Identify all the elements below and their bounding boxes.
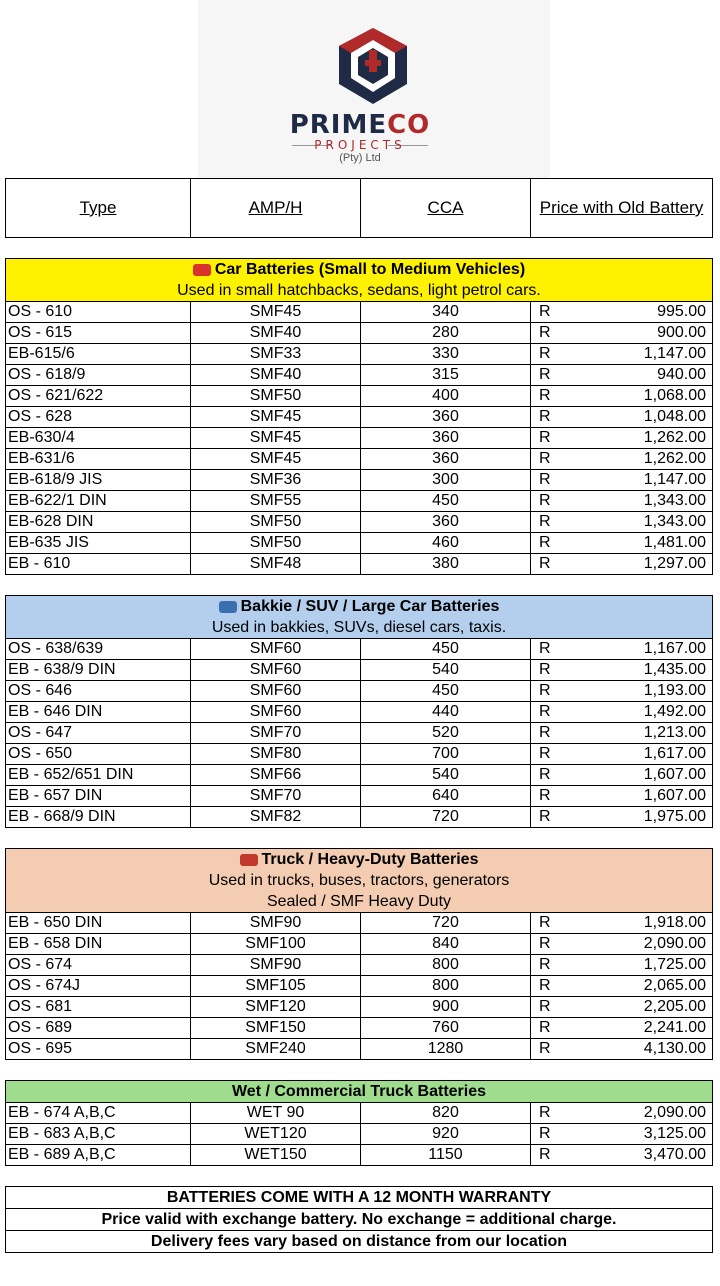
currency-symbol: R xyxy=(539,914,551,931)
cell-amp: SMF82 xyxy=(191,807,361,828)
cell-price xyxy=(531,365,713,386)
price-value: 1,193.00 xyxy=(643,682,706,699)
currency-symbol: R xyxy=(539,555,551,572)
cell-amp: SMF60 xyxy=(191,639,361,660)
cell-amp: SMF120 xyxy=(191,997,361,1018)
currency-symbol: R xyxy=(539,766,551,783)
spacer-cell xyxy=(6,575,713,596)
cell-price xyxy=(531,533,713,554)
cell-cca: 400 xyxy=(361,386,531,407)
section-subtitle: Used in trucks, buses, tractors, generators xyxy=(208,872,510,889)
brand-subtitle: PROJECTS xyxy=(314,138,406,152)
header-cca: CCA xyxy=(361,179,531,238)
cell-cca: 300 xyxy=(361,470,531,491)
table-row xyxy=(6,1039,713,1060)
cell-type: EB - 638/9 DIN xyxy=(6,660,191,681)
cell-type: EB-622/1 DIN xyxy=(6,491,191,512)
cell-cca: 330 xyxy=(361,344,531,365)
cell-cca: 280 xyxy=(361,323,531,344)
cell-amp: SMF80 xyxy=(191,744,361,765)
footer-note: Delivery fees vary based on distance from our location xyxy=(6,1231,713,1253)
cell-price xyxy=(531,323,713,344)
cell-price xyxy=(531,428,713,449)
cell-amp: SMF45 xyxy=(191,428,361,449)
cell-type: OS - 610 xyxy=(6,302,191,323)
price-value: 1,607.00 xyxy=(643,787,706,804)
cell-amp: SMF45 xyxy=(191,407,361,428)
spacer-row xyxy=(6,1166,713,1187)
cell-type: EB-635 JIS xyxy=(6,533,191,554)
cell-price xyxy=(531,744,713,765)
cell-price xyxy=(531,913,713,934)
cell-cca: 450 xyxy=(361,681,531,702)
price-value: 2,065.00 xyxy=(643,977,706,994)
cell-cca: 450 xyxy=(361,491,531,512)
cell-type: EB - 650 DIN xyxy=(6,913,191,934)
footer-row xyxy=(6,1187,713,1209)
cell-cca: 1150 xyxy=(361,1145,531,1166)
section-title-text: Car Batteries (Small to Medium Vehicles) xyxy=(214,261,526,278)
currency-symbol: R xyxy=(539,324,551,341)
section-subtitle: Used in bakkies, SUVs, diesel cars, taxis. xyxy=(211,619,507,636)
cell-cca: 450 xyxy=(361,639,531,660)
price-value: 1,617.00 xyxy=(643,745,706,762)
cell-cca: 900 xyxy=(361,997,531,1018)
currency-symbol: R xyxy=(539,808,551,825)
cell-amp: SMF60 xyxy=(191,702,361,723)
cell-cca: 720 xyxy=(361,913,531,934)
cell-amp: SMF60 xyxy=(191,660,361,681)
section-header xyxy=(6,849,713,913)
cell-type: OS - 615 xyxy=(6,323,191,344)
cell-amp: SMF50 xyxy=(191,386,361,407)
header-type: Type xyxy=(6,179,191,238)
price-value: 1,262.00 xyxy=(643,429,706,446)
cell-cca: 440 xyxy=(361,702,531,723)
price-value: 2,090.00 xyxy=(643,935,706,952)
price-value: 2,241.00 xyxy=(643,1019,706,1036)
cell-price xyxy=(531,934,713,955)
section-title-text: Bakkie / SUV / Large Car Batteries xyxy=(240,598,500,615)
table-row xyxy=(6,449,713,470)
section-title xyxy=(8,259,710,280)
cell-price xyxy=(531,639,713,660)
cell-cca: 700 xyxy=(361,744,531,765)
currency-symbol: R xyxy=(539,366,551,383)
cell-price xyxy=(531,976,713,997)
cell-cca: 360 xyxy=(361,512,531,533)
cell-amp: SMF48 xyxy=(191,554,361,575)
price-value: 1,262.00 xyxy=(643,450,706,467)
cell-type: EB-630/4 xyxy=(6,428,191,449)
cell-price xyxy=(531,765,713,786)
car-icon xyxy=(193,264,211,276)
cell-price xyxy=(531,702,713,723)
cell-type: OS - 618/9 xyxy=(6,365,191,386)
spacer-cell xyxy=(6,238,713,259)
table-row xyxy=(6,1124,713,1145)
cell-amp: SMF55 xyxy=(191,491,361,512)
cell-price xyxy=(531,491,713,512)
currency-symbol: R xyxy=(539,977,551,994)
spacer-cell xyxy=(6,1060,713,1081)
price-value: 3,470.00 xyxy=(643,1146,706,1163)
table-row xyxy=(6,807,713,828)
cell-type: EB - 610 xyxy=(6,554,191,575)
cell-amp: SMF100 xyxy=(191,934,361,955)
currency-symbol: R xyxy=(539,345,551,362)
price-table xyxy=(5,178,713,1253)
currency-symbol: R xyxy=(539,640,551,657)
cell-type: OS - 674 xyxy=(6,955,191,976)
currency-symbol: R xyxy=(539,998,551,1015)
cell-cca: 640 xyxy=(361,786,531,807)
price-value: 1,167.00 xyxy=(643,640,706,657)
cell-type: EB-631/6 xyxy=(6,449,191,470)
cell-price xyxy=(531,807,713,828)
table-row xyxy=(6,744,713,765)
cell-amp: SMF50 xyxy=(191,512,361,533)
table-row xyxy=(6,1018,713,1039)
currency-symbol: R xyxy=(539,1125,551,1142)
cell-amp: WET 90 xyxy=(191,1103,361,1124)
cell-cca: 360 xyxy=(361,449,531,470)
cell-amp: WET150 xyxy=(191,1145,361,1166)
table-row xyxy=(6,407,713,428)
price-value: 900.00 xyxy=(657,324,706,341)
cell-cca: 460 xyxy=(361,533,531,554)
header-price: Price with Old Battery xyxy=(531,179,713,238)
cell-amp: SMF90 xyxy=(191,955,361,976)
currency-symbol: R xyxy=(539,429,551,446)
brand-name: PRIMECO xyxy=(289,110,431,140)
cell-price xyxy=(531,302,713,323)
currency-symbol: R xyxy=(539,1019,551,1036)
table-row xyxy=(6,723,713,744)
price-value: 1,213.00 xyxy=(643,724,706,741)
price-value: 1,481.00 xyxy=(643,534,706,551)
cell-amp: SMF40 xyxy=(191,323,361,344)
cell-type: EB-615/6 xyxy=(6,344,191,365)
currency-symbol: R xyxy=(539,682,551,699)
cell-type: EB - 668/9 DIN xyxy=(6,807,191,828)
cell-type: OS - 621/622 xyxy=(6,386,191,407)
cell-amp: SMF105 xyxy=(191,976,361,997)
section-title-text: Wet / Commercial Truck Batteries xyxy=(231,1083,487,1100)
cell-type: EB - 652/651 DIN xyxy=(6,765,191,786)
cell-price xyxy=(531,1103,713,1124)
cell-type: EB - 658 DIN xyxy=(6,934,191,955)
section-title-cell xyxy=(6,849,713,913)
cell-amp: SMF70 xyxy=(191,723,361,744)
cell-cca: 820 xyxy=(361,1103,531,1124)
cell-price xyxy=(531,1018,713,1039)
section-title xyxy=(8,849,710,870)
footer-note: BATTERIES COME WITH A 12 MONTH WARRANTY xyxy=(6,1187,713,1209)
price-value: 1,343.00 xyxy=(643,492,706,509)
footer-row xyxy=(6,1231,713,1253)
cell-cca: 380 xyxy=(361,554,531,575)
table-row xyxy=(6,1145,713,1166)
spacer-row xyxy=(6,828,713,849)
currency-symbol: R xyxy=(539,450,551,467)
cell-type: OS - 689 xyxy=(6,1018,191,1039)
currency-symbol: R xyxy=(539,956,551,973)
cell-price xyxy=(531,449,713,470)
cell-price xyxy=(531,786,713,807)
section-header xyxy=(6,1081,713,1103)
currency-symbol: R xyxy=(539,513,551,530)
spacer-row xyxy=(6,1060,713,1081)
table-row xyxy=(6,512,713,533)
currency-symbol: R xyxy=(539,1040,551,1057)
cell-price xyxy=(531,386,713,407)
currency-symbol: R xyxy=(539,387,551,404)
cell-amp: WET120 xyxy=(191,1124,361,1145)
price-value: 1,435.00 xyxy=(643,661,706,678)
section-title-cell xyxy=(6,1081,713,1103)
table-row xyxy=(6,344,713,365)
currency-symbol: R xyxy=(539,1146,551,1163)
table-row xyxy=(6,302,713,323)
cell-type: EB - 646 DIN xyxy=(6,702,191,723)
spacer-row xyxy=(6,575,713,596)
cell-amp: SMF45 xyxy=(191,302,361,323)
currency-symbol: R xyxy=(539,935,551,952)
cell-type: OS - 650 xyxy=(6,744,191,765)
header-amp: AMP/H xyxy=(191,179,361,238)
logo-area xyxy=(0,0,720,178)
currency-symbol: R xyxy=(539,745,551,762)
price-value: 1,918.00 xyxy=(643,914,706,931)
cell-cca: 1280 xyxy=(361,1039,531,1060)
table-row xyxy=(6,1103,713,1124)
section-title-cell xyxy=(6,259,713,302)
table-row xyxy=(6,976,713,997)
table-row xyxy=(6,765,713,786)
cell-type: OS - 647 xyxy=(6,723,191,744)
cell-price xyxy=(531,1039,713,1060)
section-title-cell xyxy=(6,596,713,639)
cell-cca: 920 xyxy=(361,1124,531,1145)
cell-type: EB - 689 A,B,C xyxy=(6,1145,191,1166)
cell-amp: SMF240 xyxy=(191,1039,361,1060)
cell-type: OS - 681 xyxy=(6,997,191,1018)
currency-symbol: R xyxy=(539,661,551,678)
table-row xyxy=(6,365,713,386)
currency-symbol: R xyxy=(539,787,551,804)
cell-price xyxy=(531,512,713,533)
table-row xyxy=(6,660,713,681)
price-value: 1,607.00 xyxy=(643,766,706,783)
spacer-cell xyxy=(6,1166,713,1187)
cell-cca: 800 xyxy=(361,976,531,997)
section-subtitle: Used in small hatchbacks, sedans, light petrol cars. xyxy=(177,282,541,299)
cell-type: EB - 674 A,B,C xyxy=(6,1103,191,1124)
currency-symbol: R xyxy=(539,703,551,720)
cell-price xyxy=(531,723,713,744)
price-value: 2,205.00 xyxy=(643,998,706,1015)
table-row xyxy=(6,913,713,934)
table-row xyxy=(6,955,713,976)
cell-price xyxy=(531,344,713,365)
cell-cca: 315 xyxy=(361,365,531,386)
brand-company-type: (Pty) Ltd xyxy=(339,152,381,164)
cell-cca: 340 xyxy=(361,302,531,323)
cell-amp: SMF66 xyxy=(191,765,361,786)
cell-cca: 840 xyxy=(361,934,531,955)
currency-symbol: R xyxy=(539,408,551,425)
section-subtitle-2: Sealed / SMF Heavy Duty xyxy=(266,893,452,910)
cell-cca: 540 xyxy=(361,765,531,786)
price-value: 1,297.00 xyxy=(643,555,706,572)
currency-symbol: R xyxy=(539,1104,551,1121)
currency-symbol: R xyxy=(539,724,551,741)
cell-cca: 520 xyxy=(361,723,531,744)
price-value: 1,725.00 xyxy=(643,956,706,973)
primeco-logo-icon xyxy=(333,26,413,108)
cell-amp: SMF50 xyxy=(191,533,361,554)
table-row xyxy=(6,997,713,1018)
cell-cca: 360 xyxy=(361,428,531,449)
table-row xyxy=(6,386,713,407)
footer-row xyxy=(6,1209,713,1231)
section-title xyxy=(8,1081,710,1102)
table-row xyxy=(6,681,713,702)
cell-cca: 720 xyxy=(361,807,531,828)
cell-cca: 360 xyxy=(361,407,531,428)
price-value: 1,068.00 xyxy=(643,387,706,404)
table-row xyxy=(6,639,713,660)
cell-type: OS - 638/639 xyxy=(6,639,191,660)
cell-price xyxy=(531,554,713,575)
table-row xyxy=(6,934,713,955)
table-header xyxy=(6,179,713,238)
suv-icon xyxy=(219,601,237,613)
cell-price xyxy=(531,660,713,681)
price-value: 1,048.00 xyxy=(643,408,706,425)
price-value: 3,125.00 xyxy=(643,1125,706,1142)
price-value: 2,090.00 xyxy=(643,1104,706,1121)
cell-type: EB - 657 DIN xyxy=(6,786,191,807)
cell-type: OS - 646 xyxy=(6,681,191,702)
cell-cca: 800 xyxy=(361,955,531,976)
currency-symbol: R xyxy=(539,492,551,509)
cell-price xyxy=(531,407,713,428)
section-title xyxy=(8,596,710,617)
price-value: 940.00 xyxy=(657,366,706,383)
cell-amp: SMF36 xyxy=(191,470,361,491)
cell-price xyxy=(531,470,713,491)
cell-price xyxy=(531,681,713,702)
price-value: 1,147.00 xyxy=(643,345,706,362)
cell-type: EB - 683 A,B,C xyxy=(6,1124,191,1145)
cell-type: EB-628 DIN xyxy=(6,512,191,533)
cell-amp: SMF45 xyxy=(191,449,361,470)
price-value: 1,343.00 xyxy=(643,513,706,530)
footer-note: Price valid with exchange battery. No exchange = additional charge. xyxy=(6,1209,713,1231)
section-title-text: Truck / Heavy-Duty Batteries xyxy=(261,851,479,868)
price-value: 1,492.00 xyxy=(643,703,706,720)
cell-amp: SMF60 xyxy=(191,681,361,702)
cell-amp: SMF33 xyxy=(191,344,361,365)
section-header xyxy=(6,259,713,302)
table-row xyxy=(6,533,713,554)
spacer-cell xyxy=(6,828,713,849)
table-row xyxy=(6,702,713,723)
currency-symbol: R xyxy=(539,303,551,320)
truck-icon xyxy=(240,854,258,866)
spacer-row xyxy=(6,238,713,259)
cell-type: OS - 628 xyxy=(6,407,191,428)
price-value: 4,130.00 xyxy=(643,1040,706,1057)
cell-type: OS - 695 xyxy=(6,1039,191,1060)
price-value: 1,147.00 xyxy=(643,471,706,488)
cell-amp: SMF90 xyxy=(191,913,361,934)
section-header xyxy=(6,596,713,639)
table-row xyxy=(6,470,713,491)
cell-type: OS - 674J xyxy=(6,976,191,997)
currency-symbol: R xyxy=(539,534,551,551)
price-value: 995.00 xyxy=(657,303,706,320)
table-row xyxy=(6,786,713,807)
table-row xyxy=(6,491,713,512)
table-row xyxy=(6,323,713,344)
cell-amp: SMF40 xyxy=(191,365,361,386)
cell-amp: SMF70 xyxy=(191,786,361,807)
cell-price xyxy=(531,1124,713,1145)
cell-type: EB-618/9 JIS xyxy=(6,470,191,491)
cell-amp: SMF150 xyxy=(191,1018,361,1039)
table-row xyxy=(6,428,713,449)
table-row xyxy=(6,554,713,575)
cell-price xyxy=(531,1145,713,1166)
cell-price xyxy=(531,955,713,976)
cell-price xyxy=(531,997,713,1018)
price-value: 1,975.00 xyxy=(643,808,706,825)
currency-symbol: R xyxy=(539,471,551,488)
cell-cca: 760 xyxy=(361,1018,531,1039)
cell-cca: 540 xyxy=(361,660,531,681)
